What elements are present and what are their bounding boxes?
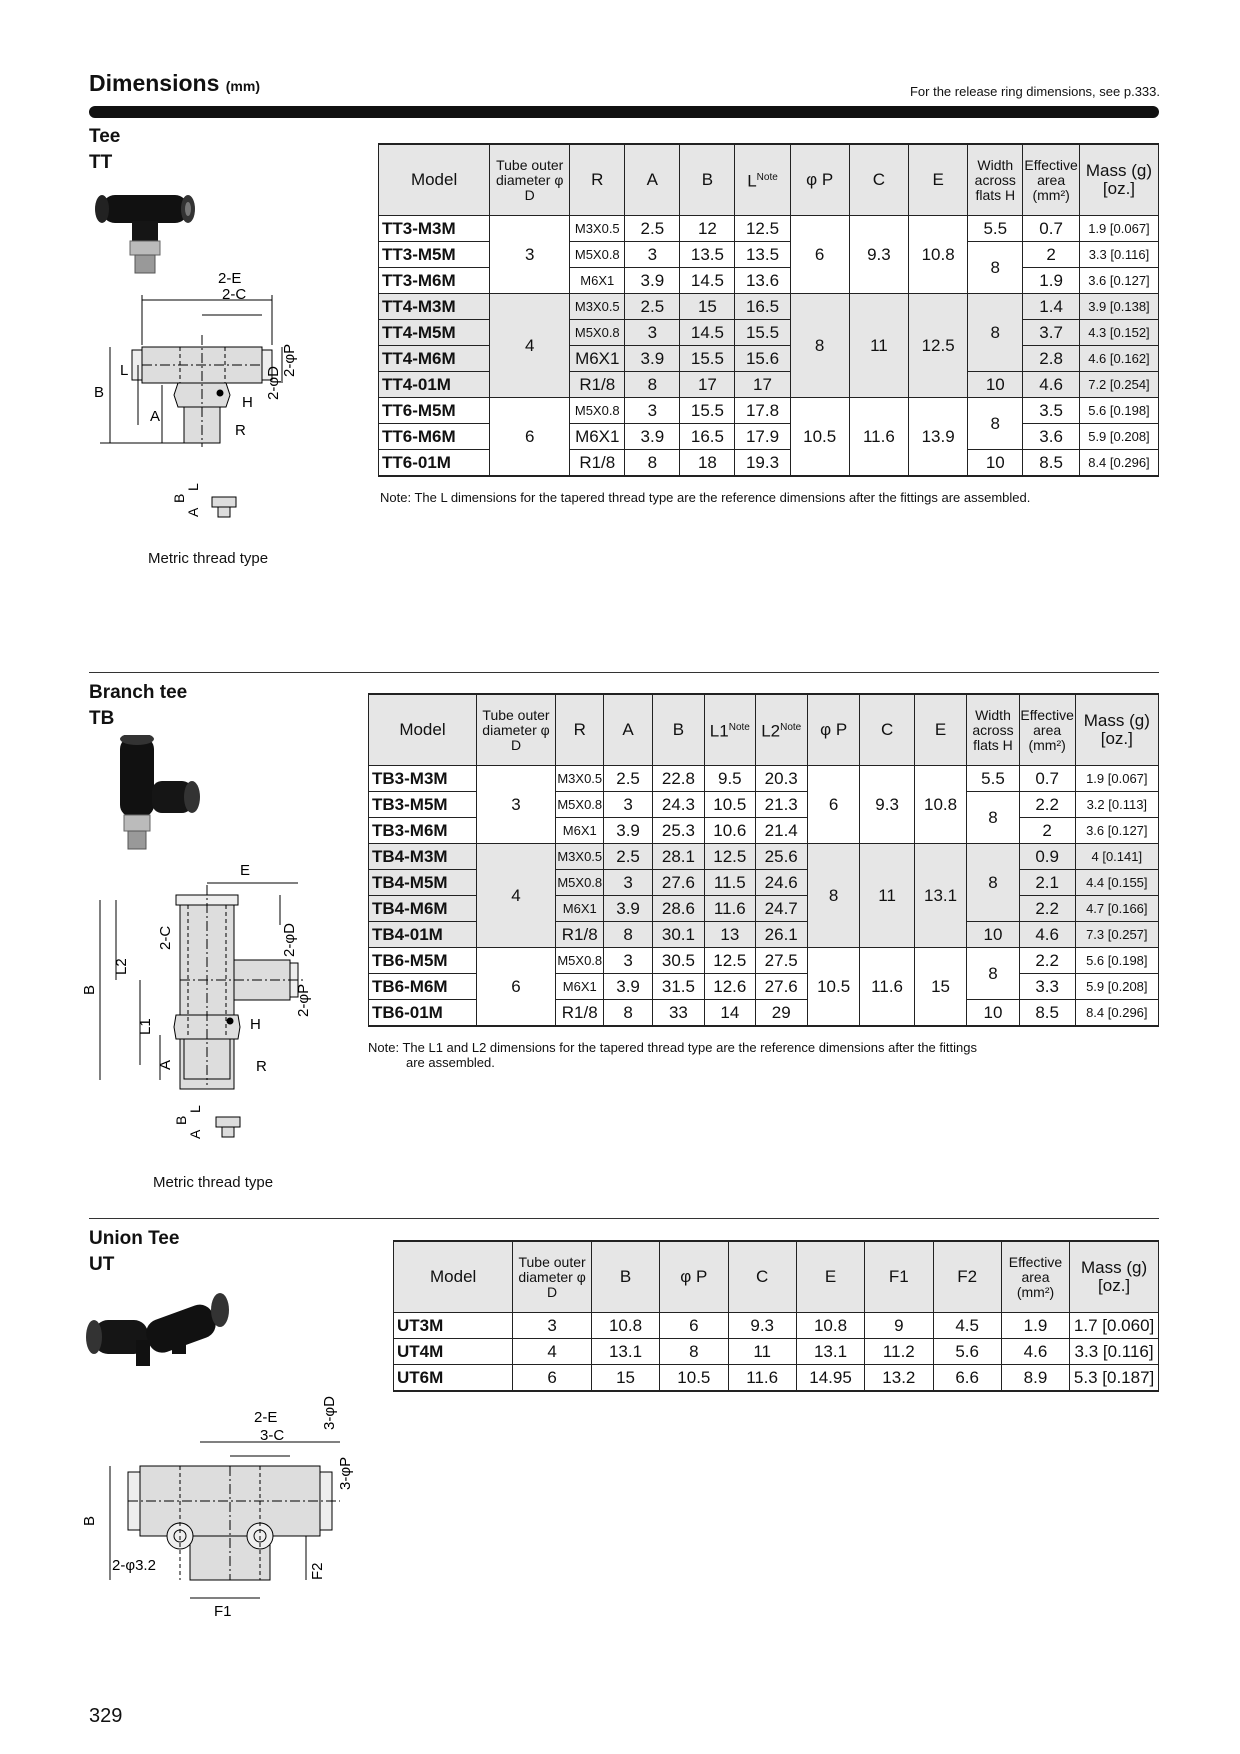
- page-title: Dimensions (mm): [89, 70, 260, 96]
- tee-dim-2p: 2-φP: [281, 343, 298, 377]
- tee-small-l: L: [185, 483, 201, 491]
- col-e: E: [914, 694, 966, 766]
- table-row: TB3-M5M M5X0.8 3 24.3 10.5 21.3 8 2.2 3.2 [0.113]: [369, 792, 1159, 818]
- table-row: UT4M 4 13.1 8 11 13.1 11.2 5.6 4.6 3.3 [0.116]: [394, 1339, 1159, 1365]
- section-divider: [89, 1218, 1159, 1219]
- col-r: R: [556, 694, 604, 766]
- col-l1: $L1^{Note}$: [705, 694, 755, 766]
- col-p: φ P: [807, 694, 859, 766]
- tee-dim-b: B: [94, 384, 105, 401]
- table-row: TT3-M6M M6X1 3.9 14.5 13.6 1.9 3.6 [0.127]: [379, 268, 1159, 294]
- tee-dim-2d: 2-φD: [265, 366, 282, 400]
- tee-photo: [95, 195, 195, 273]
- col-p: φ P: [790, 144, 849, 216]
- col-b: B: [680, 144, 735, 216]
- table-row: TB3-M6M M6X1 3.9 25.3 10.6 21.4 2 3.6 [0.127]: [369, 818, 1159, 844]
- branch-spec-table: [368, 693, 1159, 1027]
- union-illustration: [80, 1280, 380, 1640]
- branch-dim-2d: 2-φD: [281, 923, 298, 957]
- tee-section-title: Tee TT: [89, 126, 121, 173]
- table-row: TT4-M6M M6X1 3.9 15.5 15.6 2.8 4.6 [0.162]: [379, 346, 1159, 372]
- col-e: E: [909, 144, 968, 216]
- table-row: TT3-M3M 3 M3X0.5 2.5 12 12.5 6 9.3 10.8 5.5 0.7 1.9 [0.067]: [379, 216, 1159, 242]
- col-c: C: [860, 694, 914, 766]
- table-row: TT3-M5M M5X0.8 3 13.5 13.5 8 2 3.3 [0.116]: [379, 242, 1159, 268]
- release-ring-note: For the release ring dimensions, see p.333.: [909, 84, 1160, 99]
- table-row: TB6-M6M M6X1 3.9 31.5 12.6 27.6 3.3 5.9 [0.208]: [369, 974, 1159, 1000]
- tee-small-b: B: [171, 493, 187, 503]
- branch-small-l: L: [187, 1105, 203, 1113]
- union-section-title: Union Tee UT: [89, 1228, 180, 1275]
- union-dim-2e: 2-E: [254, 1409, 278, 1426]
- col-c: C: [728, 1241, 796, 1313]
- branch-small-a: A: [187, 1129, 203, 1139]
- tee-spec-table: [378, 143, 1159, 477]
- col-c: C: [849, 144, 908, 216]
- col-b: B: [591, 1241, 659, 1313]
- col-r: R: [570, 144, 625, 216]
- col-tube-diameter: Tube outer diameter φ D: [513, 1241, 592, 1313]
- col-width-across-flats: Width across flats H: [968, 144, 1023, 216]
- page-number: 329: [89, 1705, 123, 1727]
- col-mass: Mass (g) [oz.]: [1075, 694, 1158, 766]
- table-row: TB4-M3M 4 M3X0.5 2.5 28.1 12.5 25.6 8 11 13.1 8 0.9 4 [0.141]: [369, 844, 1159, 870]
- branch-section-title: Branch tee TB: [89, 682, 188, 729]
- col-model: Model: [369, 694, 477, 766]
- tee-dim-2c: 2-C: [222, 286, 247, 303]
- table-row: TB3-M3M 3 M3X0.5 2.5 22.8 9.5 20.3 6 9.3 10.8 5.5 0.7 1.9 [0.067]: [369, 766, 1159, 792]
- tee-dim-l: L: [120, 362, 129, 379]
- table-row: TT6-M6M M6X1 3.9 16.5 17.9 3.6 5.9 [0.208]: [379, 424, 1159, 450]
- tee-dim-r: R: [235, 422, 246, 439]
- col-a: A: [604, 694, 652, 766]
- col-f2: F2: [933, 1241, 1001, 1313]
- col-effective-area: Effective area (mm²): [1023, 144, 1080, 216]
- col-p: φ P: [660, 1241, 728, 1313]
- union-spec-table: [393, 1240, 1159, 1392]
- branch-table-note: Note: The L1 and L2 dimensions for the tapered thread type are the reference dimensions after the fittings are assembled.: [368, 1040, 977, 1070]
- union-dim-3p: 3-φP: [337, 1456, 354, 1490]
- branch-photo: [120, 735, 200, 849]
- table-row: TT6-M5M 6 M5X0.8 3 15.5 17.8 10.5 11.6 13.9 8 3.5 5.6 [0.198]: [379, 398, 1159, 424]
- branch-metric-caption: Metric thread type: [153, 1174, 274, 1191]
- union-photo: [86, 1293, 229, 1366]
- table-row: TB4-M5M M5X0.8 3 27.6 11.5 24.6 2.1 4.4 [0.155]: [369, 870, 1159, 896]
- union-dim-f1: F1: [214, 1603, 232, 1620]
- branch-dim-2c: 2-C: [157, 925, 174, 950]
- tee-dim-2e: 2-E: [218, 270, 242, 287]
- col-model: Model: [394, 1241, 513, 1313]
- col-l: $L^{Note}$: [735, 144, 790, 216]
- table-row: TB4-M6M M6X1 3.9 28.6 11.6 24.7 2.2 4.7 [0.166]: [369, 896, 1159, 922]
- union-dim-f2: F2: [309, 1562, 326, 1580]
- branch-illustration: [80, 735, 320, 1175]
- tee-table-note: Note: The L dimensions for the tapered thread type are the reference dimensions after the fittings are assembled.: [380, 490, 1031, 505]
- col-width-across-flats: Width across flats H: [967, 694, 1019, 766]
- table-row: TB6-M5M 6 M5X0.8 3 30.5 12.5 27.5 10.5 11.6 15 8 2.2 5.6 [0.198]: [369, 948, 1159, 974]
- union-dim-hole: 2-φ3.2: [112, 1557, 156, 1574]
- col-model: Model: [379, 144, 490, 216]
- col-mass: Mass (g) [oz.]: [1070, 1241, 1159, 1313]
- tee-metric-caption: Metric thread type: [148, 550, 269, 567]
- table-row: UT6M 6 15 10.5 11.6 14.95 13.2 6.6 8.9 5.3 [0.187]: [394, 1365, 1159, 1392]
- table-row: TT4-01M R1/8 8 17 17 10 4.6 7.2 [0.254]: [379, 372, 1159, 398]
- table-row: TB6-01M R1/8 8 33 14 29 10 8.5 8.4 [0.296]: [369, 1000, 1159, 1027]
- branch-dim-r: R: [256, 1058, 267, 1075]
- col-b: B: [652, 694, 704, 766]
- union-dim-b: B: [81, 1515, 98, 1526]
- table-row: TT4-M5M M5X0.8 3 14.5 15.5 3.7 4.3 [0.152]: [379, 320, 1159, 346]
- table-row: TT4-M3M 4 M3X0.5 2.5 15 16.5 8 11 12.5 8 1.4 3.9 [0.138]: [379, 294, 1159, 320]
- branch-dim-l1: L1: [137, 1018, 154, 1035]
- tee-dim-a: A: [150, 408, 161, 425]
- tee-dim-h: H: [242, 394, 253, 411]
- section-divider: [89, 672, 1159, 673]
- union-dim-3d: 3-φD: [321, 1396, 338, 1430]
- col-mass: Mass (g) [oz.]: [1079, 144, 1158, 216]
- branch-dim-2p: 2-φP: [295, 983, 312, 1017]
- col-l2: $L2^{Note}$: [755, 694, 807, 766]
- branch-dim-h: H: [250, 1016, 261, 1033]
- branch-dim-l2: L2: [113, 958, 130, 975]
- table-row: TB4-01M R1/8 8 30.1 13 26.1 10 4.6 7.3 [0.257]: [369, 922, 1159, 948]
- tee-illustration: [80, 185, 300, 585]
- branch-dim-a: A: [157, 1059, 174, 1070]
- col-effective-area: Effective area (mm²): [1001, 1241, 1069, 1313]
- col-e: E: [796, 1241, 864, 1313]
- tee-small-a: A: [185, 507, 201, 517]
- col-f1: F1: [865, 1241, 933, 1313]
- col-tube-diameter: Tube outer diameter φ D: [476, 694, 555, 766]
- branch-dim-b: B: [81, 984, 98, 995]
- col-effective-area: Effective area (mm²): [1019, 694, 1075, 766]
- union-dim-3c: 3-C: [260, 1427, 285, 1444]
- table-row: TT6-01M R1/8 8 18 19.3 10 8.5 8.4 [0.296]: [379, 450, 1159, 477]
- table-row: UT3M 3 10.8 6 9.3 10.8 9 4.5 1.9 1.7 [0.060]: [394, 1313, 1159, 1339]
- header-rule: [89, 106, 1159, 118]
- branch-dim-e: E: [240, 862, 251, 879]
- col-tube-diameter: Tube outer diameter φ D: [490, 144, 570, 216]
- branch-small-b: B: [173, 1115, 189, 1125]
- col-a: A: [625, 144, 680, 216]
